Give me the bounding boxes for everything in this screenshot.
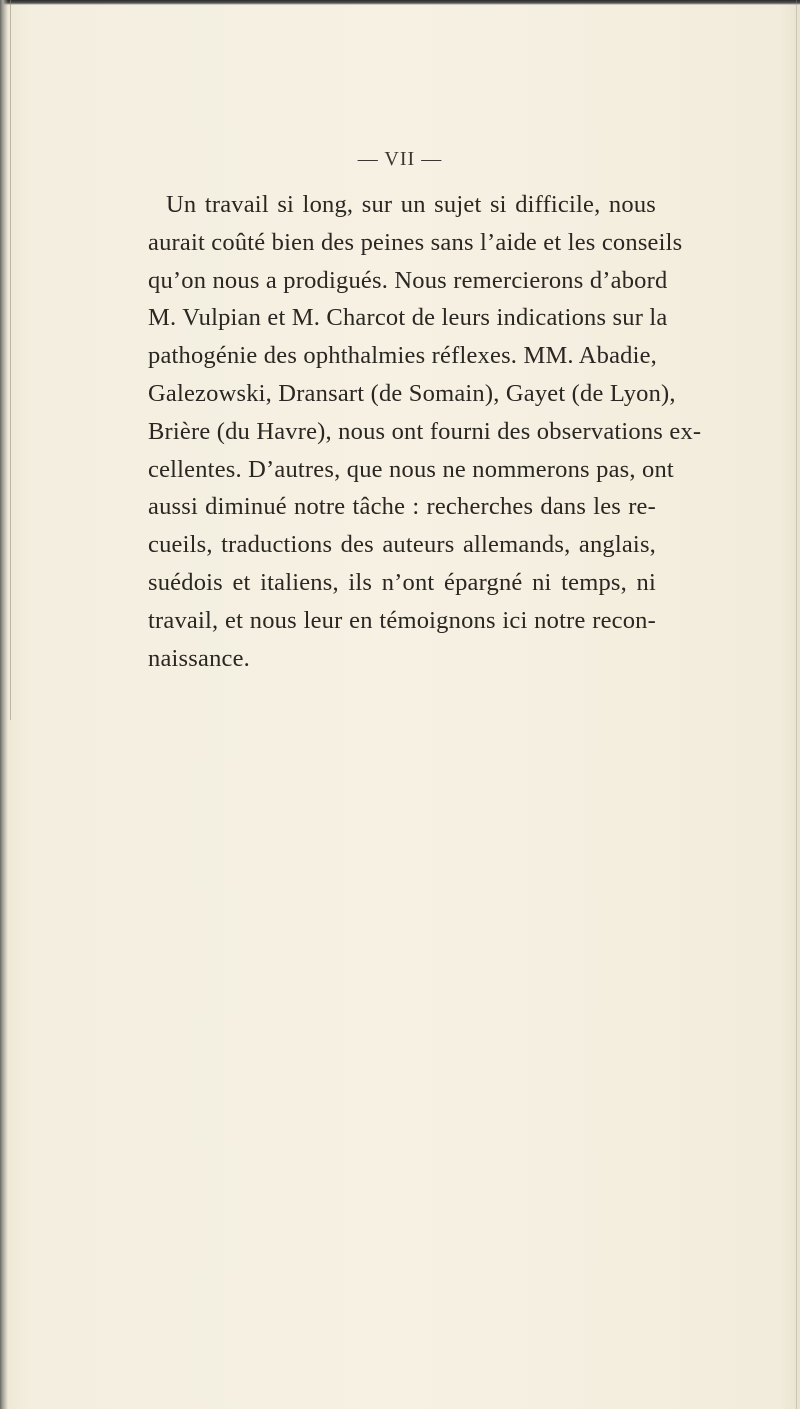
- text-line: naissance.: [148, 644, 250, 672]
- left-margin-rule: [10, 0, 11, 720]
- text-line: pathogénie des ophthalmies réflexes. MM. Abadie,: [148, 342, 658, 370]
- right-margin-rule: [796, 0, 797, 1409]
- page-left-edge: [0, 0, 8, 1409]
- text-line: qu’on nous a prodigués. Nous remercierons d’abord: [148, 266, 668, 294]
- text-line: travail, et nous leur en témoignons ici notre recon-: [148, 606, 656, 634]
- text-line: cueils, traductions des auteurs allemands, anglais,: [148, 531, 656, 559]
- page-number: — VII —: [357, 148, 443, 170]
- text-line: Un travail si long, sur un sujet si difficile, nous: [166, 191, 656, 218]
- text-line: aurait coûté bien des peines sans l’aide et les conseils: [148, 228, 683, 256]
- page-top-edge: [0, 0, 800, 5]
- text-line: Brière (du Havre), nous ont fourni des observations ex-: [148, 417, 702, 445]
- text-line: suédois et italiens, ils n’ont épargné ni temps, ni: [148, 568, 656, 596]
- text-line: aussi diminué notre tâche : recherches dans les re-: [148, 493, 656, 521]
- text-line: cellentes. D’autres, que nous ne nommerons pas, ont: [148, 455, 674, 483]
- text-line: M. Vulpian et M. Charcot de leurs indications sur la: [148, 304, 668, 332]
- text-line: Galezowski, Dransart (de Somain), Gayet (de Lyon),: [148, 379, 676, 407]
- body-paragraph: [148, 186, 702, 677]
